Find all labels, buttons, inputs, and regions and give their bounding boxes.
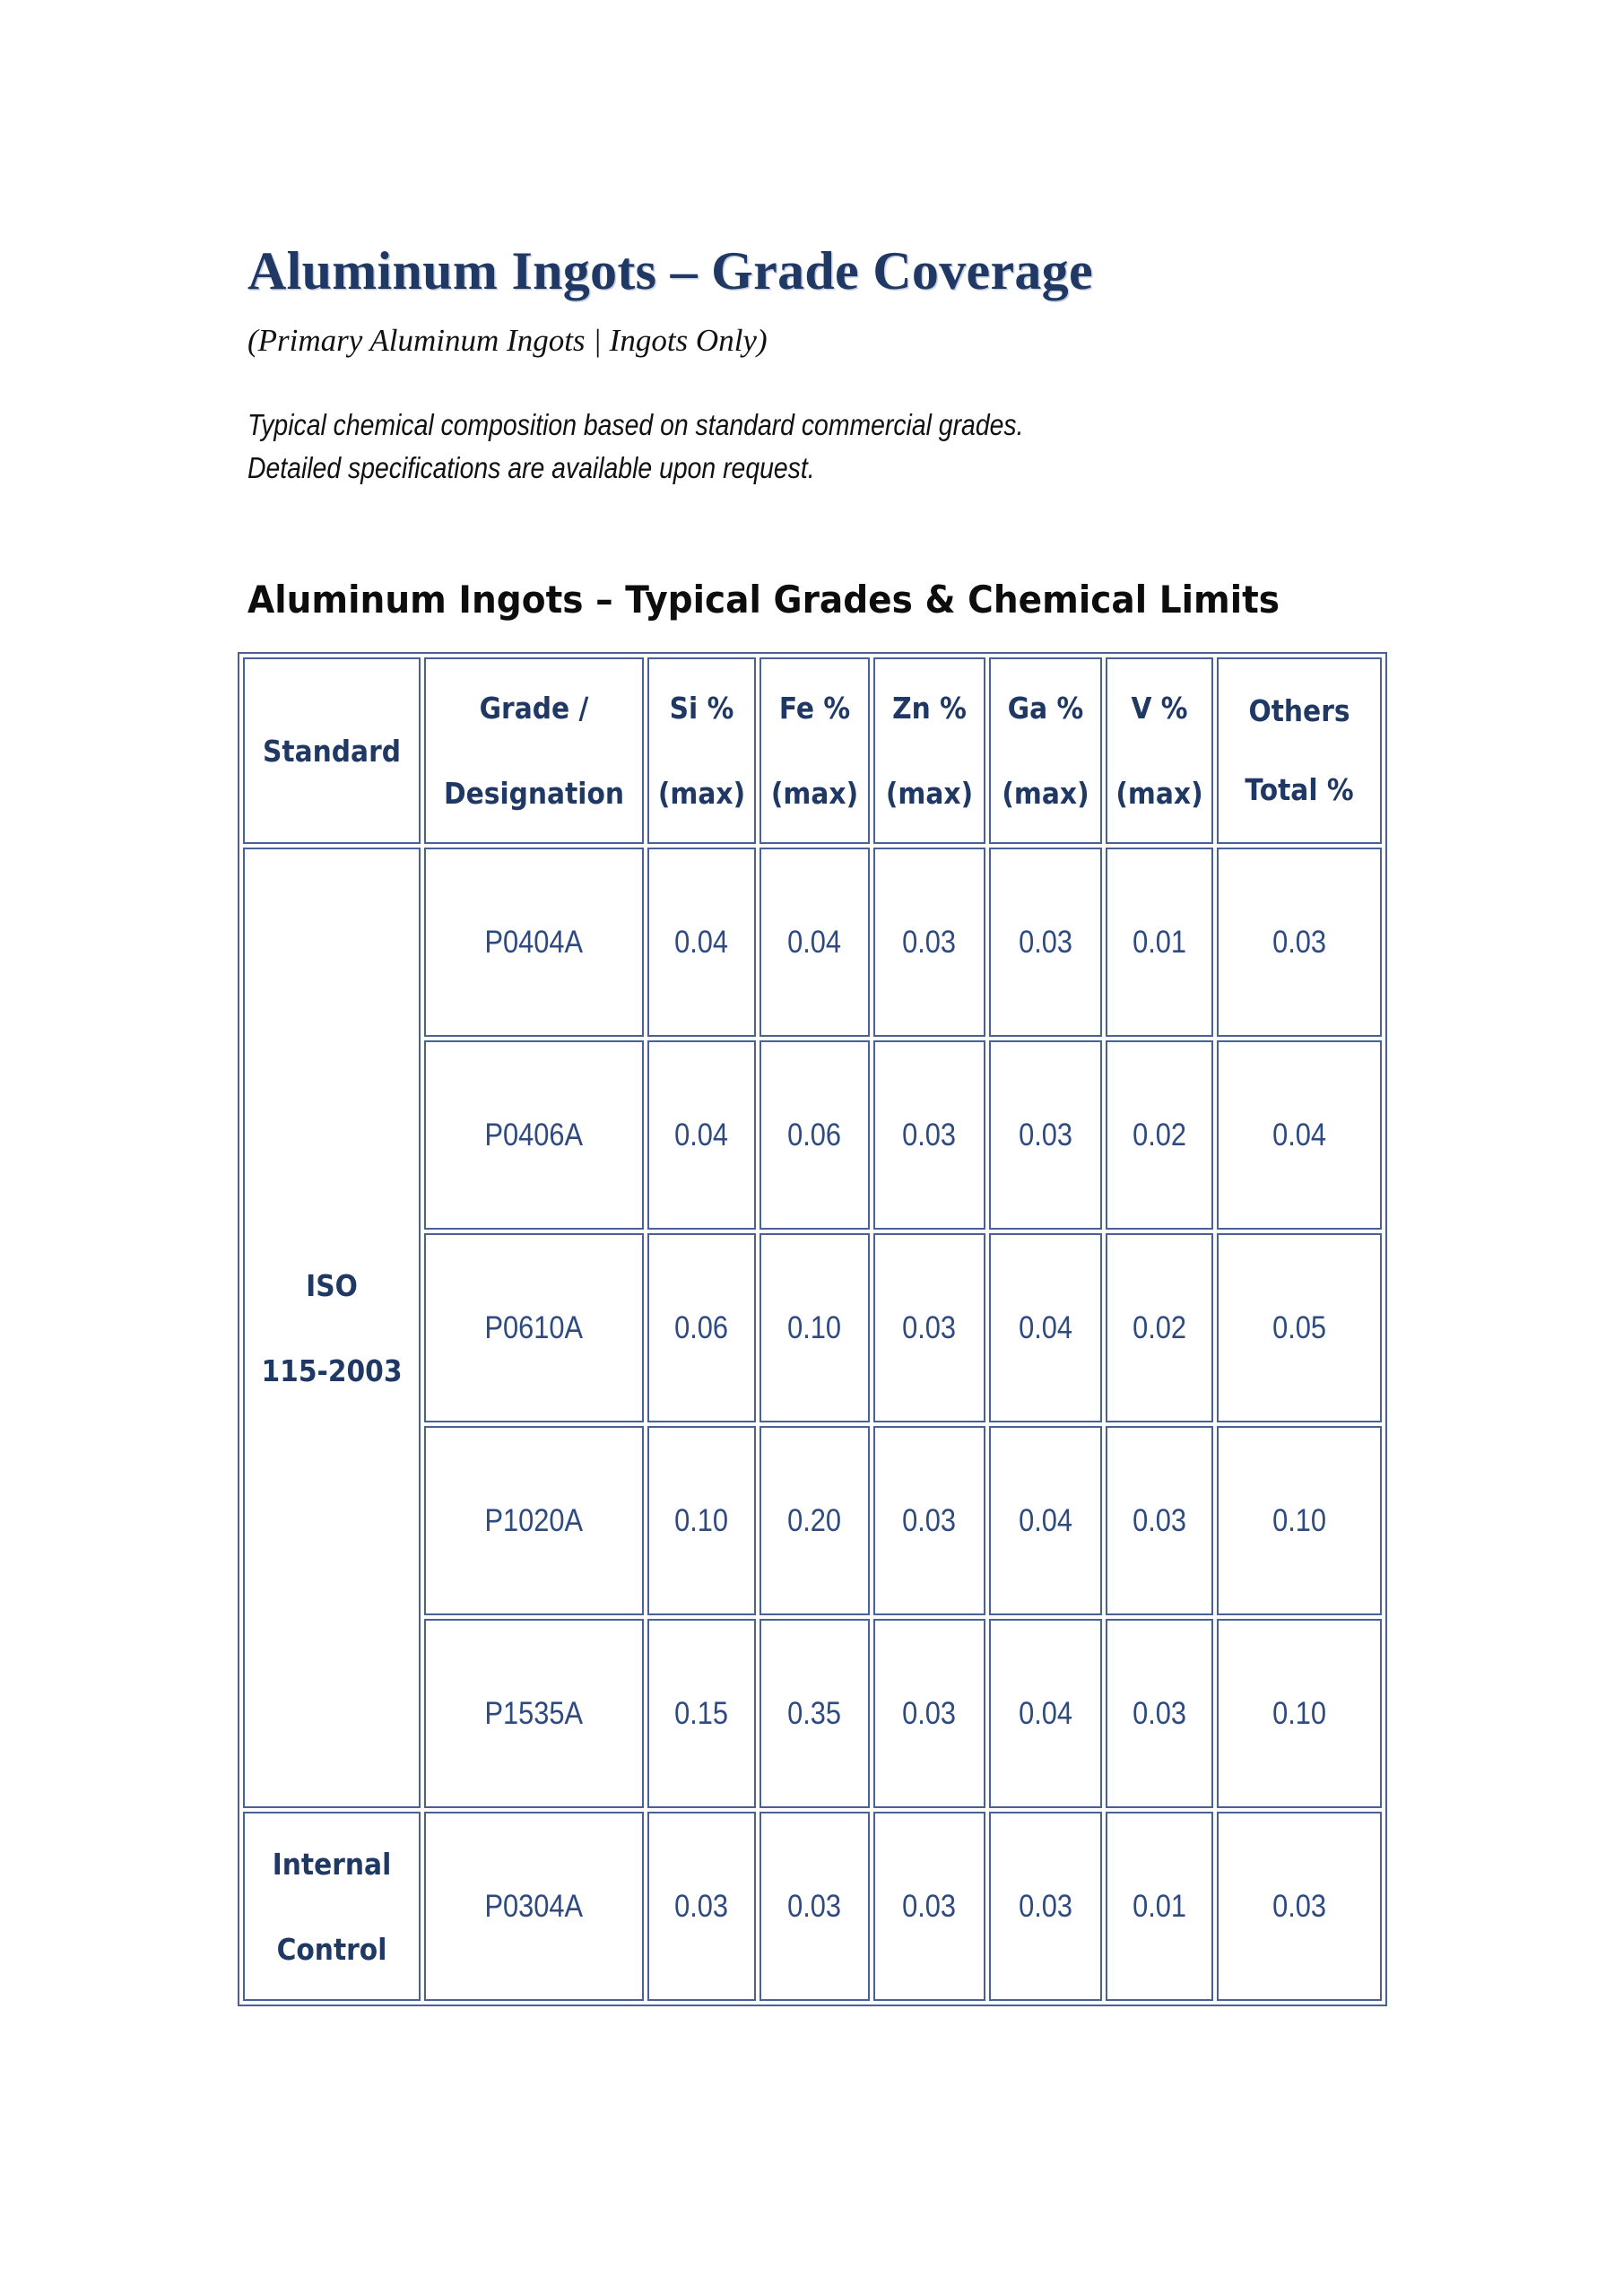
- si-cell: 0.04: [647, 848, 756, 1037]
- ga-cell: 0.03: [989, 1812, 1102, 2001]
- si-cell: 0.15: [647, 1619, 756, 1808]
- fe-cell: 0.06: [759, 1040, 870, 1230]
- others-cell: 0.03: [1217, 1812, 1382, 2001]
- table-header-row: [243, 657, 1382, 844]
- table-row: [243, 848, 1382, 1037]
- si-cell: 0.06: [647, 1233, 756, 1422]
- header-v: V % (max): [1106, 657, 1213, 844]
- header-standard: Standard: [243, 657, 421, 844]
- header-grade: Grade / Designation: [424, 657, 644, 844]
- others-cell: 0.10: [1217, 1619, 1382, 1808]
- grade-cell: P0406A: [424, 1040, 644, 1230]
- others-cell: 0.04: [1217, 1040, 1382, 1230]
- grade-cell: P0404A: [424, 848, 644, 1037]
- si-cell: 0.04: [647, 1040, 756, 1230]
- intro-line: Detailed specifications are available upon request.: [247, 451, 815, 484]
- ga-cell: 0.04: [989, 1619, 1102, 1808]
- grade-cell: P0610A: [424, 1233, 644, 1422]
- zn-cell: 0.03: [873, 1812, 985, 2001]
- v-cell: 0.03: [1106, 1619, 1213, 1808]
- grade-cell: P1535A: [424, 1619, 644, 1808]
- others-cell: 0.10: [1217, 1426, 1382, 1615]
- header-zn: Zn % (max): [873, 657, 985, 844]
- zn-cell: 0.03: [873, 848, 985, 1037]
- v-cell: 0.01: [1106, 1812, 1213, 2001]
- ga-cell: 0.04: [989, 1233, 1102, 1422]
- header-ga: Ga % (max): [989, 657, 1102, 844]
- header-si: Si % (max): [647, 657, 756, 844]
- ga-cell: 0.04: [989, 1426, 1102, 1615]
- intro-line: Typical chemical composition based on standard commercial grades.: [247, 408, 1024, 441]
- zn-cell: 0.03: [873, 1619, 985, 1808]
- others-cell: 0.05: [1217, 1233, 1382, 1422]
- document-subtitle: (Primary Aluminum Ingots | Ingots Only): [247, 323, 768, 358]
- si-cell: 0.10: [647, 1426, 756, 1615]
- ga-cell: 0.03: [989, 848, 1102, 1037]
- v-cell: 0.02: [1106, 1040, 1213, 1230]
- standard-cell-internal: Internal Control: [243, 1812, 421, 2001]
- fe-cell: 0.04: [759, 848, 870, 1037]
- grade-cell: P1020A: [424, 1426, 644, 1615]
- ga-cell: 0.03: [989, 1040, 1102, 1230]
- fe-cell: 0.35: [759, 1619, 870, 1808]
- zn-cell: 0.03: [873, 1426, 985, 1615]
- fe-cell: 0.20: [759, 1426, 870, 1615]
- fe-cell: 0.03: [759, 1812, 870, 2001]
- header-fe: Fe % (max): [759, 657, 870, 844]
- v-cell: 0.01: [1106, 848, 1213, 1037]
- section-heading: Aluminum Ingots – Typical Grades & Chemical Limits: [247, 577, 1280, 622]
- v-cell: 0.02: [1106, 1233, 1213, 1422]
- intro-text: [247, 404, 1023, 490]
- standard-cell-iso: ISO 115-2003: [243, 848, 421, 1808]
- zn-cell: 0.03: [873, 1040, 985, 1230]
- v-cell: 0.03: [1106, 1426, 1213, 1615]
- si-cell: 0.03: [647, 1812, 756, 2001]
- others-cell: 0.03: [1217, 848, 1382, 1037]
- grade-cell: P0304A: [424, 1812, 644, 2001]
- header-others: Others Total %: [1217, 657, 1382, 844]
- grades-table: [238, 652, 1387, 2006]
- document-title: Aluminum Ingots – Grade Coverage: [247, 241, 1093, 301]
- table-row: [243, 1812, 1382, 2001]
- fe-cell: 0.10: [759, 1233, 870, 1422]
- zn-cell: 0.03: [873, 1233, 985, 1422]
